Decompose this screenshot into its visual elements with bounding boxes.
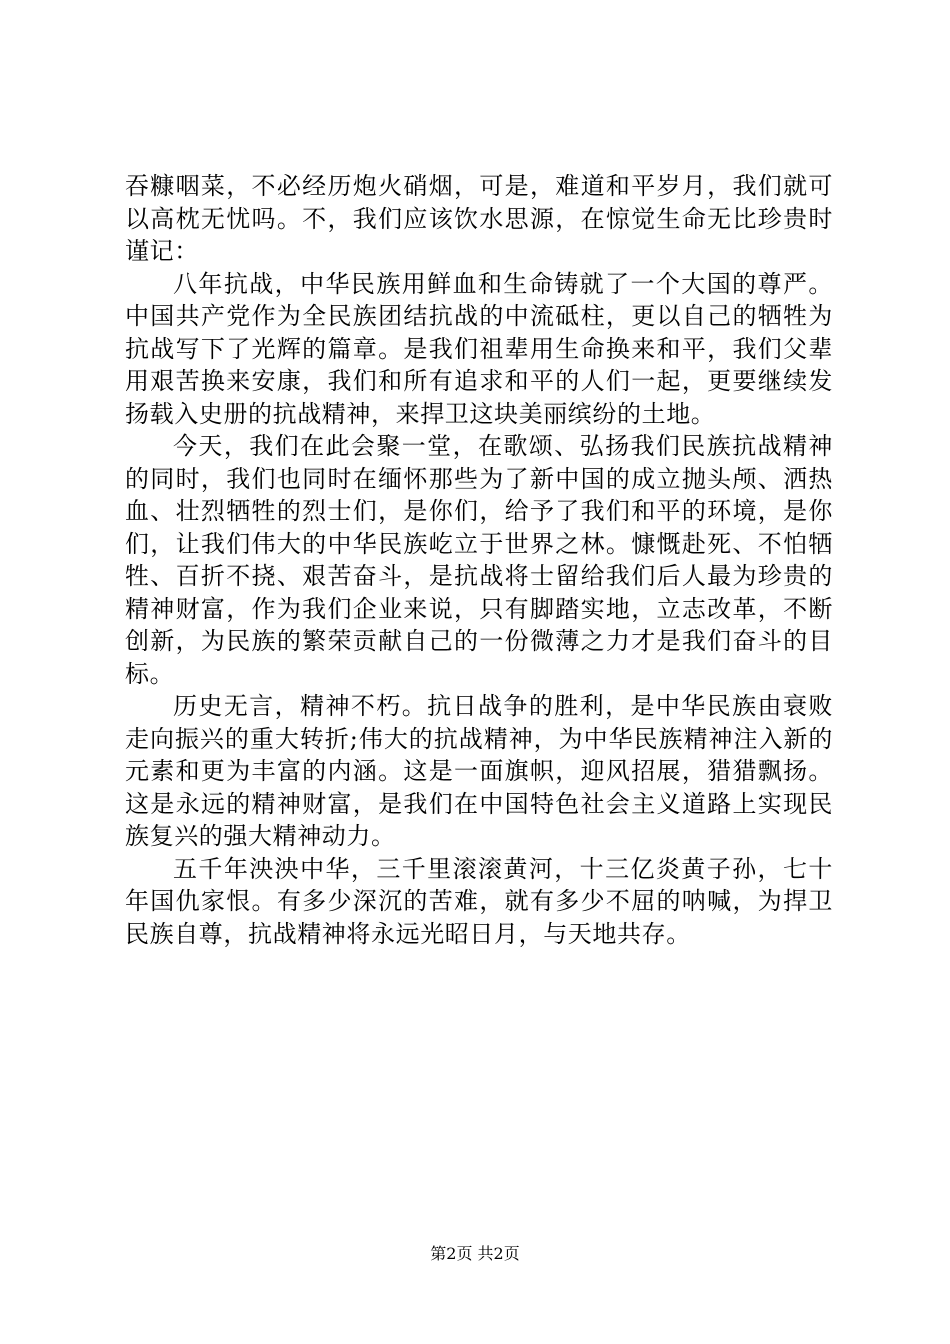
document-body <box>125 170 833 950</box>
paragraph-3: 今天，我们在此会聚一堂，在歌颂、弘扬我们民族抗战精神的同时，我们也同时在缅怀那些为了新中国的成立抛头颅、洒热血、壮烈牺牲的烈士们，是你们，给予了我们和平的环境，是你们，让我们伟大的中华民族屹立于世界之林。慷慨赴死、不怕牺牲、百折不挠、艰苦奋斗，是抗战将士留给我们后人最为珍贵的精神财富，作为我们企业来说，只有脚踏实地，立志改革，不断创新，为民族的繁荣贡献自己的一份微薄之力才是我们奋斗的目标。 <box>125 432 833 688</box>
paragraph-1: 吞糠咽菜，不必经历炮火硝烟，可是，难道和平岁月，我们就可以高枕无忧吗。不，我们应该饮水思源，在惊觉生命无比珍贵时谨记： <box>125 172 833 265</box>
paragraph-2: 八年抗战，中华民族用鲜血和生命铸就了一个大国的尊严。中国共产党作为全民族团结抗战的中流砥柱，更以自己的牺牲为抗战写下了光辉的篇章。是我们祖辈用生命换来和平，我们父辈用艰苦换来安康，我们和所有追求和平的人们一起，更要继续发扬载入史册的抗战精神，来捍卫这块美丽缤纷的土地。 <box>125 269 833 428</box>
paragraph-4: 历史无言，精神不朽。抗日战争的胜利，是中华民族由衰败走向振兴的重大转折;伟大的抗战精神，为中华民族精神注入新的元素和更为丰富的内涵。这是一面旗帜，迎风招展，猎猎飘扬。这是永远的精神财富，是我们在中国特色社会主义道路上实现民族复兴的强大精神动力。 <box>125 692 833 850</box>
paragraph-5: 五千年泱泱中华，三千里滚滚黄河，十三亿炎黄子孙，七十年国仇家恨。有多少深沉的苦难，就有多少不屈的呐喊，为捍卫民族自尊，抗战精神将永远光昭日月，与天地共存。 <box>125 854 833 948</box>
page-footer: 第2页 共2页 <box>430 1244 520 1263</box>
